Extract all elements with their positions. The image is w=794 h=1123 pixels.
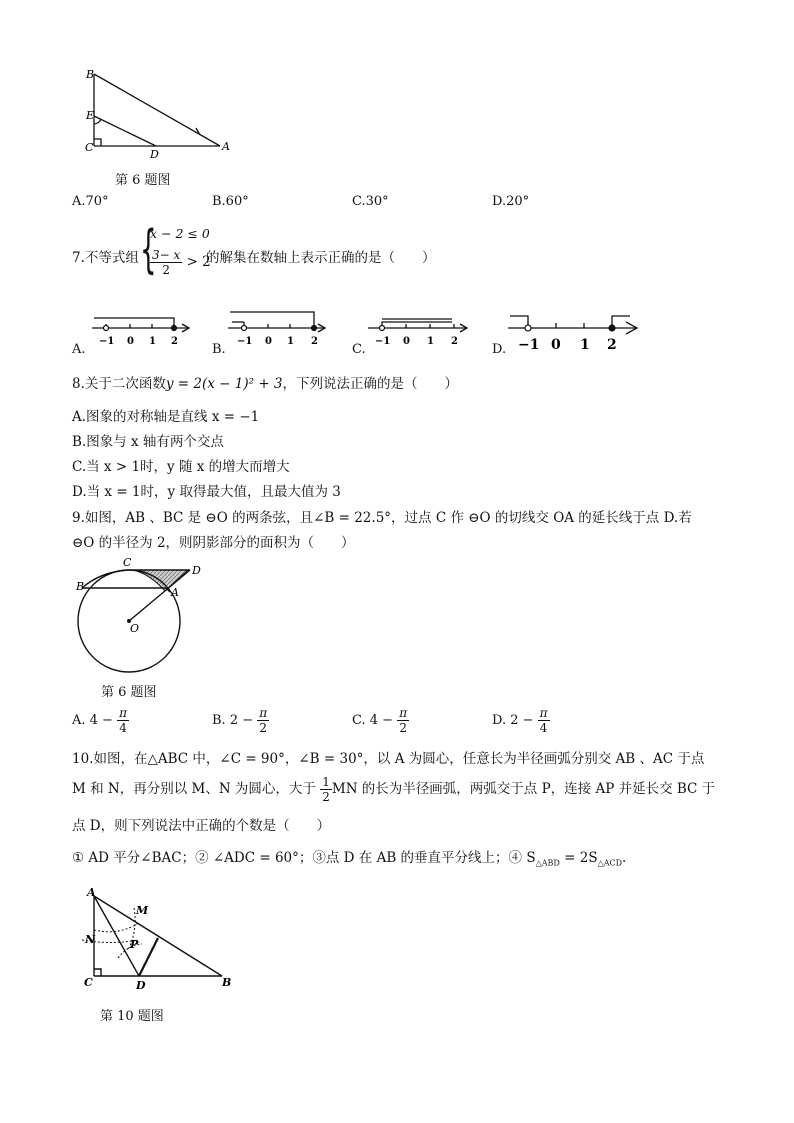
- q7a-tick-1: −1: [99, 336, 115, 347]
- q7b-tick-4: 2: [311, 336, 318, 347]
- q8-option-c[interactable]: C.当 x > 1时，y 随 x 的增大而增大: [72, 459, 290, 475]
- q8-stem-formula: y = 2(x − 1)² + 3: [165, 376, 283, 392]
- q8-stem-b: ，下列说法正确的是（ ）: [282, 376, 459, 392]
- q9-option-d-whole: 2 −: [510, 713, 534, 728]
- q7-suffix: 的解集在数轴上表示正确的是（ ）: [206, 250, 436, 266]
- q10-line4a: ① AD 平分∠BAC；② ∠ADC = 60°；③点 D 在 AB 的垂直平分线上；④ S: [72, 850, 536, 866]
- q8-stem-a: 8.关于二次函数: [72, 376, 166, 392]
- q9-label-d: D: [192, 564, 201, 577]
- q8-option-a[interactable]: A.图象的对称轴是直线 x = −1: [72, 409, 260, 425]
- q9-option-c-letter: C.: [352, 713, 370, 728]
- q6-caption: 第 6 题图: [115, 173, 171, 188]
- q7-ineq2-num: 3− x: [152, 248, 181, 262]
- q10-sub-abd: △ABD: [535, 858, 560, 868]
- q9-option-b-whole: 2 −: [229, 713, 254, 728]
- q9-option-c-num: π: [399, 706, 408, 720]
- q6-option-b[interactable]: B.60°: [212, 194, 249, 209]
- q7-ineq2-rhs: > 2: [186, 254, 211, 270]
- q10-label-m: M: [136, 904, 149, 917]
- q10-label-d: D: [136, 979, 146, 992]
- q10-stem-line-3: 点 D，则下列说法中正确的个数是（ ）: [72, 818, 331, 834]
- q10-sub-acd: △ACD: [597, 858, 623, 868]
- q10-caption: 第 10 题图: [100, 1009, 164, 1024]
- q7b-tick-1: −1: [237, 336, 253, 347]
- q9-option-a-letter: A.: [72, 713, 90, 728]
- q7-option-c[interactable]: C.: [352, 342, 366, 357]
- q8-option-d[interactable]: D.当 x = 1时，y 取得最大值，且最大值为 3: [72, 484, 341, 500]
- q10-line4c: .: [622, 850, 627, 866]
- q10-label-p: P: [130, 938, 139, 951]
- q10-line2b: MN 的长为半径画弧，两弧交于点 P，连接 AP 并延长交 BC 于: [331, 781, 716, 797]
- q9-option-b-letter: B.: [212, 713, 230, 728]
- q10-frac-den: 2: [322, 790, 330, 804]
- q7a-tick-4: 2: [171, 336, 178, 347]
- q9-option-a-whole: 4 −: [89, 713, 113, 728]
- q7-option-a[interactable]: A.: [72, 342, 86, 357]
- q7-option-d[interactable]: D.: [492, 342, 507, 357]
- q7-brace: {: [140, 220, 157, 280]
- q7b-tick-3: 1: [287, 336, 294, 347]
- q9-label-a: A: [171, 586, 179, 599]
- q7-inequality-1: x − 2 ≤ 0: [150, 226, 210, 241]
- q10-frac-num: 1: [322, 775, 330, 789]
- q7d-tick-2: 0: [551, 337, 561, 353]
- q9-stem-line-2: ⊖O 的半径为 2，则阴影部分的面积为（ ）: [72, 535, 355, 551]
- q9-option-c-whole: 4 −: [369, 713, 394, 728]
- q7d-tick-1: −1: [518, 337, 540, 353]
- q6-label-d: D: [150, 148, 159, 161]
- q9-option-d-num: π: [539, 706, 548, 720]
- q9-option-c-den: 2: [399, 721, 407, 735]
- q7c-tick-3: 1: [427, 336, 434, 347]
- q10-label-n: N: [85, 933, 96, 946]
- q9-option-a-den: 4: [119, 721, 127, 735]
- q7-prefix: 7.不等式组: [72, 250, 139, 266]
- q6-label-c: C: [85, 141, 94, 154]
- q10-line4b: = 2S: [559, 850, 598, 866]
- q10-label-b: B: [222, 976, 232, 989]
- q10-label-a: A: [87, 886, 96, 899]
- q9-label-o: O: [130, 622, 140, 635]
- q7b-tick-2: 0: [265, 336, 272, 347]
- q9-option-d-den: 4: [539, 721, 548, 735]
- q6-label-b: B: [86, 68, 95, 81]
- q10-stem-line-1: 10.如图，在△ABC 中，∠C = 90°，∠B = 30°，以 A 为圆心，任意长为半径画弧分别交 AB 、AC 于点: [72, 751, 705, 767]
- q9-caption: 第 6 题图: [101, 685, 157, 700]
- q9-option-b-den: 2: [259, 721, 268, 735]
- q7-ineq2-den: 2: [162, 263, 170, 277]
- q7-option-b[interactable]: B.: [212, 342, 226, 357]
- q9-label-c: C: [123, 556, 132, 569]
- q6-option-d[interactable]: D.20°: [492, 194, 530, 209]
- q7d-tick-3: 1: [580, 337, 590, 353]
- q6-option-c[interactable]: C.30°: [352, 194, 389, 209]
- q9-option-b-num: π: [259, 706, 268, 720]
- q10-label-c: C: [84, 976, 93, 989]
- q10-line2a: M 和 N，再分别以 M、N 为圆心，大于: [72, 781, 316, 797]
- q7a-tick-2: 0: [127, 336, 134, 347]
- q7d-tick-4: 2: [607, 337, 617, 353]
- q9-label-b: B: [76, 580, 85, 593]
- q7a-tick-3: 1: [149, 336, 156, 347]
- q9-option-d-letter: D.: [492, 713, 511, 728]
- q7c-tick-1: −1: [375, 336, 391, 347]
- q7c-tick-4: 2: [451, 336, 458, 347]
- q6-option-a[interactable]: A.70°: [72, 194, 109, 209]
- q9-stem-line-1: 9.如图，AB 、BC 是 ⊖O 的两条弦，且∠B = 22.5°，过点 C 作 ⊖O 的切线交 OA 的延长线于点 D.若: [72, 510, 692, 526]
- q7c-tick-2: 0: [403, 336, 410, 347]
- q9-option-a-num: π: [119, 706, 127, 720]
- q8-option-b[interactable]: B.图象与 x 轴有两个交点: [72, 434, 224, 450]
- q6-label-a: A: [222, 140, 230, 153]
- q6-label-e: E: [86, 109, 95, 122]
